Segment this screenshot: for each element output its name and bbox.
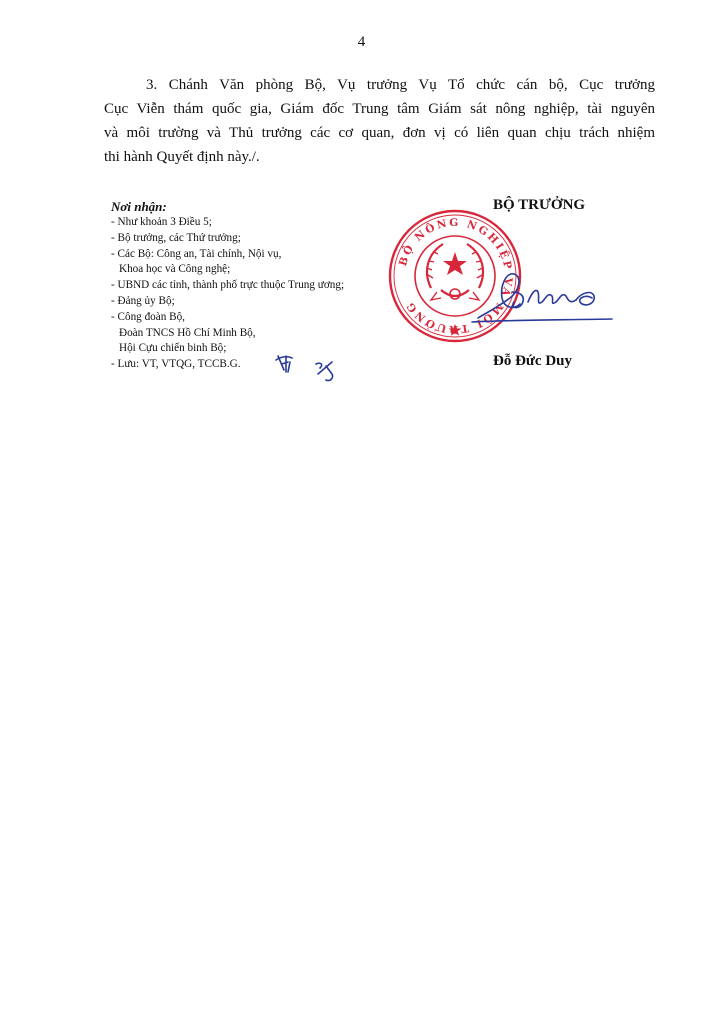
recipient-item: - Các Bộ: Công an, Tài chính, Nội vụ,: [111, 247, 282, 260]
recipient-item: - Công đoàn Bộ,: [111, 310, 185, 323]
body-line-2: Cục Viễn thám quốc gia, Giám đốc Trung tâm Giám sát nông nghiệp, tài nguyên: [104, 101, 655, 117]
recipients-block: [111, 198, 391, 373]
seal-text: BỘ NÔNG NGHIỆP VÀ MÔI TRƯỜNG: [396, 216, 515, 336]
recipients-title: Nơi nhận:: [111, 199, 167, 214]
recipient-item: - Như khoản 3 Điều 5;: [111, 216, 212, 228]
page-number: 4: [357, 34, 366, 50]
recipient-item: - UBND các tỉnh, thành phố trực thuộc Trung ương;: [111, 279, 345, 292]
body-line-3: và môi trường và Thủ trưởng các cơ quan, đơn vị có liên quan chịu trách nhiệm: [104, 125, 655, 141]
recipient-item: - Bộ trưởng, các Thứ trưởng;: [111, 231, 241, 244]
body-line-4: thi hành Quyết định này./.: [104, 149, 260, 165]
handwritten-signature-icon: [470, 262, 620, 332]
recipient-item: Đoàn TNCS Hồ Chí Minh Bộ,: [119, 326, 256, 339]
initials-mark-icon: [272, 350, 352, 386]
body-line-1: 3. Chánh Văn phòng Bộ, Vụ trưởng Vụ Tổ chức cán bộ, Cục trưởng: [146, 77, 655, 93]
recipient-item: - Lưu: VT, VTQG, TCCB.G.: [111, 358, 241, 371]
recipient-item: Hội Cựu chiến binh Bộ;: [119, 342, 227, 355]
signer-title: BỘ TRƯỞNG: [493, 197, 586, 213]
signer-name: Đỗ Đức Duy: [493, 353, 572, 369]
body-paragraph: [104, 73, 655, 169]
recipient-item: Khoa học và Công nghệ;: [119, 263, 231, 276]
recipient-item: - Đảng ủy Bộ;: [111, 294, 175, 307]
